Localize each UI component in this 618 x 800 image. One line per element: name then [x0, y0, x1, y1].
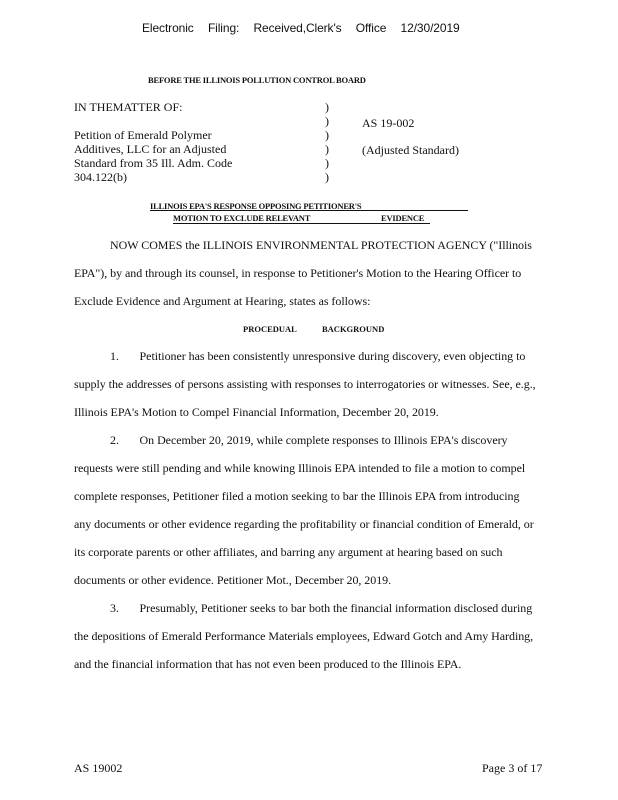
filing-date: 12/30/2019: [400, 21, 460, 35]
intro-line: NOW COMES the ILLINOIS ENVIRONMENTAL PROTECTION AGENCY ("Illinois: [110, 238, 532, 252]
para3-line: 3. Presumably, Petitioner seeks to bar both the financial information disclosed during: [110, 601, 533, 615]
para3-line: and the financial information that has not even been produced to the Illinois EPA.: [74, 657, 462, 671]
title-underline: [173, 223, 430, 224]
caption-paren: ): [325, 170, 329, 184]
caption-paren: ): [325, 114, 329, 128]
para1-line: 1. Petitioner has been consistently unresponsive during discovery, even objecting to: [110, 349, 526, 363]
caption-petition-3: Standard from 35 Ill. Adm. Code: [74, 156, 233, 170]
para2-line: complete responses, Petitioner filed a motion seeking to bar the Illinois EPA from introducing: [74, 489, 520, 503]
filing-label: Filing:: [207, 21, 240, 35]
caption-matter: IN THEMATTER OF:: [74, 100, 183, 114]
para2-line: requests were still pending and while knowing Illinois EPA intended to file a motion to compel: [74, 461, 526, 475]
filing-received: Received,Clerk's: [253, 21, 342, 35]
section-heading-procedural: PROCEDUAL: [243, 324, 297, 334]
caption-petition-1: Petition of Emerald Polymer: [74, 128, 212, 142]
caption-paren: ): [325, 156, 329, 170]
title-underline: [150, 210, 468, 211]
doc-title-line2b: EVIDENCE: [381, 213, 425, 223]
filing-office: Office: [355, 21, 387, 35]
footer-case-number: AS 19002: [74, 761, 123, 775]
case-number: AS 19-002: [362, 116, 415, 130]
caption-petition-2: Additives, LLC for an Adjusted: [74, 142, 227, 156]
caption-paren: ): [325, 128, 329, 142]
doc-title-line1: ILLINOIS EPA'S RESPONSE OPPOSING PETITIONER'S: [150, 201, 362, 211]
para2-line: 2. On December 20, 2019, while complete responses to Illinois EPA's discovery: [110, 433, 508, 447]
caption-paren: ): [325, 100, 329, 114]
caption-paren: ): [325, 142, 329, 156]
para3-line: the depositions of Emerald Performance Materials employees, Edward Gotch and Amy Harding,: [74, 629, 534, 643]
para2-line: any documents or other evidence regarding the profitability or financial condition of Emerald, or: [74, 517, 534, 531]
para2-line: documents or other evidence. Petitioner Mot., December 20, 2019.: [74, 573, 392, 587]
doc-title-line2a: MOTION TO EXCLUDE RELEVANT: [173, 213, 311, 223]
para1-line: Illinois EPA's Motion to Compel Financial Information, December 20, 2019.: [74, 405, 439, 419]
para2-line: its corporate parents or other affiliates, and barring any argument at hearing based on such: [74, 545, 503, 559]
filing-header: [142, 21, 470, 35]
intro-line: EPA"), by and through its counsel, in response to Petitioner's Motion to the Hearing Officer to: [74, 266, 522, 280]
intro-line: Exclude Evidence and Argument at Hearing, states as follows:: [74, 294, 371, 308]
board-heading: BEFORE THE ILLINOIS POLLUTION CONTROL BOARD: [148, 75, 366, 85]
section-heading-background: BACKGROUND: [322, 324, 385, 334]
footer-page-number: Page 3 of 17: [482, 761, 543, 775]
para1-line: supply the addresses of persons assisting with responses to interrogatories or witnesses. See, e.g.,: [74, 377, 536, 391]
caption-petition-4: 304.122(b): [74, 170, 127, 184]
filing-electronic: Electronic: [142, 21, 194, 35]
case-type: (Adjusted Standard): [362, 143, 459, 157]
